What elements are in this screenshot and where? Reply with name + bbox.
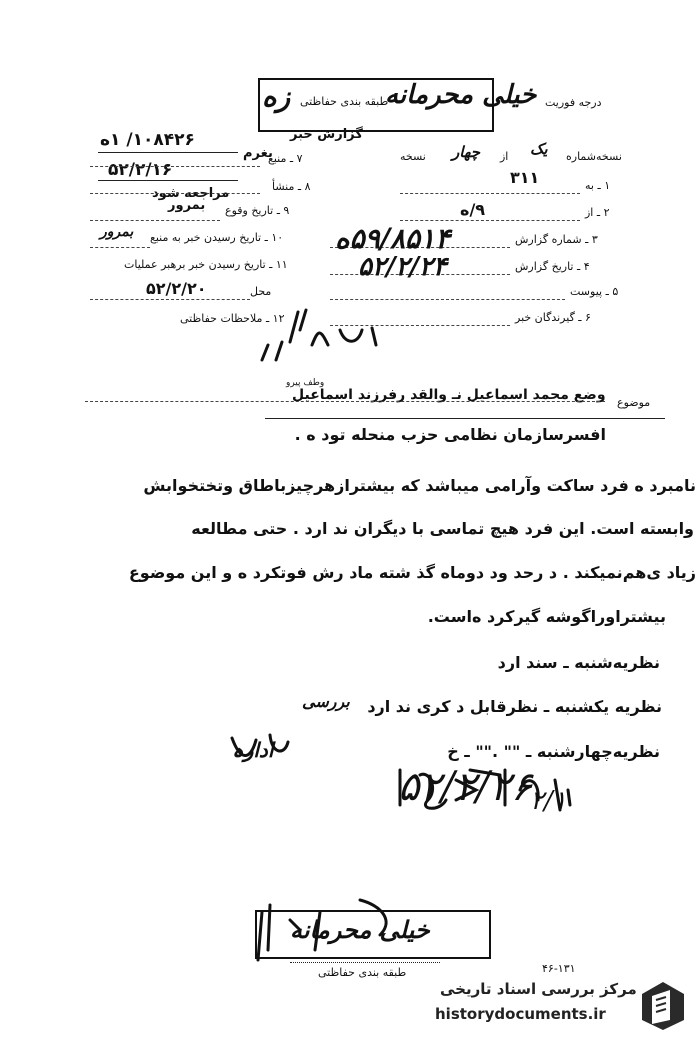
from-value: ۹/ه <box>460 200 486 219</box>
classification-label: طبقه بندی حفاظتی <box>300 95 389 108</box>
subject-margin-note: وطف پیرو <box>286 378 325 388</box>
ref-date: ۵۲/۲/۱۶ <box>108 160 173 180</box>
watermark-title: مرکز بررسی اسناد تاریخی <box>440 980 637 998</box>
page-code: ۴۶-۱۳۱ <box>542 962 576 975</box>
urgency-label: درجه فوریت <box>545 96 602 109</box>
origin-label: ۸ ـ منشأ <box>272 180 311 193</box>
stamp-mark: زه <box>262 80 291 113</box>
ref-prefix: بغرم <box>243 146 273 161</box>
opinion-saturday: نظریه‌شنبه ـ سند ارد <box>497 653 660 672</box>
subject-value: وضع محمد اسماعیل نـ والقد رفرزند اسماعیل <box>292 387 606 403</box>
place-label: محل <box>250 285 272 298</box>
body-line-2: نامبرد ه فرد ساکت وآرامی میباشد که بیشترازهرچیزباطاق وتختخوابش <box>143 476 696 495</box>
opinion-wednesday-hand: ادارہ <box>232 738 274 762</box>
body-line-4: زیاد ی‌هم‌نمیکند . د رحد ود دوماه گذ شته ماد رش فوتکرد ه و این موضوع <box>128 563 696 582</box>
review-note: مراجعه شود <box>152 186 230 201</box>
opinion-sunday: نظریه یکشنبه ـ نظرقابل د کری ند ارد <box>367 697 662 716</box>
report-no-value: ۵۹/۸۵۱۴ه <box>335 222 451 255</box>
copy-total: چهار <box>452 143 481 161</box>
handwritten-date: ۵۲/۲/۲۶ <box>398 764 533 810</box>
subject-label: موضوع <box>617 396 651 409</box>
report-date-value: ۵۲/۲/۲۴ <box>358 252 447 282</box>
source-label: ۷ ـ منبع <box>268 152 303 165</box>
archive-logo-icon <box>640 980 686 1032</box>
to-label: ۱ ـ به <box>585 179 611 192</box>
copy-of: از <box>500 150 509 163</box>
report-date-label: ۴ ـ تاریخ گزارش <box>515 260 590 273</box>
notes-label: ۱۲ ـ ملاحظات حفاظتی <box>180 312 285 325</box>
to-value: ۳۱۱ <box>510 168 540 187</box>
watermark-url: historydocuments.ir <box>435 1005 606 1023</box>
copy-value: یک <box>530 140 548 158</box>
report-title: گزارش خبر <box>290 127 363 142</box>
event-date-value: بمرور <box>168 198 206 213</box>
bottom-stamp: خیلی محرمانه <box>290 915 430 944</box>
ref-number: ۱۰۸۴۲۶/ ۱ه <box>100 130 195 150</box>
from-label: ۲ ـ از <box>585 206 610 219</box>
opinion-wednesday: نظریه‌چهارشنبه ـ "" ."" ـ خ <box>447 742 660 761</box>
body-line-5: بیشتراوراگوشه گیرکرد ه‌است. <box>427 607 666 626</box>
place-value: ۵۲/۲/۲۰ <box>146 279 207 298</box>
recipients-label: ۶ ـ گیرندگان خبر <box>515 311 591 324</box>
received-value: بمرور <box>100 224 134 240</box>
attachment-label: ۵ ـ پیوست <box>570 285 619 298</box>
ops-label: ۱۱ ـ تاریخ رسیدن خبر برهبر عملیات <box>124 258 288 271</box>
report-no-label: ۳ ـ شماره گزارش <box>515 233 598 246</box>
classification-footer: طبقه بندی حفاظتی <box>318 966 407 979</box>
body-line-1: افسرسازمان نظامی حزب منحله تود ه . <box>294 425 606 444</box>
received-label: ۱۰ ـ تاریخ رسیدن خبر به منبع <box>150 231 284 244</box>
event-date-label: ۹ ـ تاریخ وقوع <box>225 204 290 217</box>
handwritten-initials: ۲/۱ <box>530 786 567 816</box>
copy-label: نسخه‌شماره <box>566 150 622 163</box>
opinion-sunday-hand: بررسی <box>302 692 350 711</box>
classification-stamp: خیلی محرمانه <box>385 80 537 110</box>
copy-word: نسخه <box>400 150 426 163</box>
body-line-3: وابسته است. این فرد هیچ تماسی با دیگران ند ارد . حتی مطالعه <box>191 519 694 538</box>
